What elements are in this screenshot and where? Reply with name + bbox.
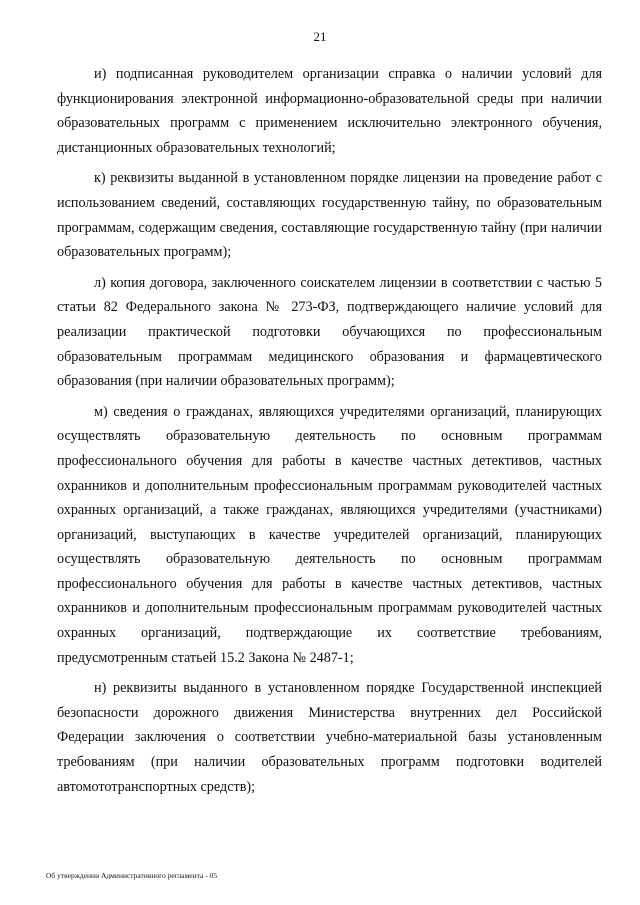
paragraph-n: н) реквизиты выданного в установленном порядке Государственной инспекцией безопасности дорожного движения Министерства внутренних дел Российской Федерации заключения о соответствии учебно-материальной базы установленным требованиям (при наличии образовательных программ подготовки водителей автомототранспортных средств); xyxy=(57,680,602,795)
page-number: 21 xyxy=(313,29,327,44)
paragraph-m: м) сведения о гражданах, являющихся учредителями организаций, планирующих осуществлять образовательную деятельность по основным программам профессионального обучения для работы в качестве частных детективов, частных охранников и дополнительным профессиональным программам руководителей частных охранных организаций, а также гражданах, являющихся учредителями (участниками) организаций, выступающих в качестве учредителей организаций, планирующих осуществлять образовательную деятельность по основным программам профессионального обучения для работы в качестве частных детективов, частных охранников и дополнительным профессиональным программам руководителей частных охранных организаций, подтверждающие их соответствие требованиям, предусмотренным статьей 15.2 Закона № 2487-1; xyxy=(57,403,602,666)
document-body xyxy=(57,62,602,805)
paragraph-k: к) реквизиты выданной в установленном порядке лицензии на проведение работ с использованием сведений, составляющих государственную тайну, по образовательным программам, содержащим сведения, составляющие государственную тайну (при наличии образовательных программ); xyxy=(57,170,602,261)
paragraph-i: и) подписанная руководителем организации справка о наличии условий для функционирования электронной информационно-образовательной среды при наличии образовательных программ с применением исключительно электронного обучения, дистанционных образовательных технологий; xyxy=(57,66,602,156)
paragraph-l: л) копия договора, заключенного соискателем лицензии в соответствии с частью 5 статьи 82 Федерального закона № 273-ФЗ, подтверждающего наличие условий для реализации практической подготовки обучающихся по профессиональным образовательным программам медицинского образования и фармацевтического образования (при наличии образовательных программ); xyxy=(57,274,602,390)
footer-document-title: Об утверждении Административного регламента - 05 xyxy=(46,871,218,880)
